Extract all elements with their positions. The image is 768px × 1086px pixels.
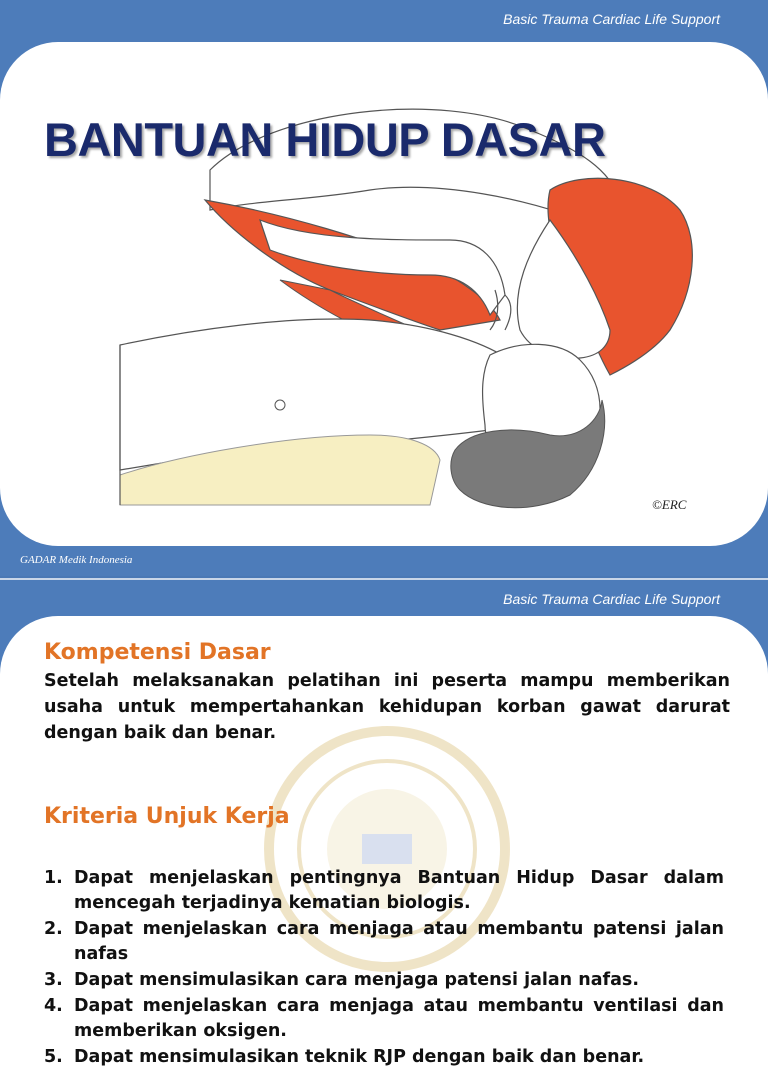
list-item: 5. Dapat mensimulasikan teknik RJP dengan baik dan benar. [44,1047,645,1067]
list-item: 2. Dapat menjelaskan cara menjaga atau membantu patensi jalan nafas [44,919,724,964]
slide-footer: GADAR Medik Indonesia [20,554,133,566]
section-heading-kriteria: Kriteria Unjuk Kerja [44,804,290,829]
list-item: 4. Dapat menjelaskan cara menjaga atau membantu ventilasi dan memberikan oksigen. [44,996,724,1041]
section-heading-kompetensi: Kompetensi Dasar [44,640,271,665]
kompetensi-text: Setelah melaksanakan pelatihan ini peserta mampu memberikan usaha untuk mempertahankan kehidupan korban gawat darurat dengan baik dan benar. [44,671,730,743]
list-item: 3. Dapat mensimulasikan cara menjaga patensi jalan nafas. [44,970,639,990]
slide-header: Basic Trauma Cardiac Life Support [503,591,720,607]
slide-title-text: BANTUAN HIDUP DASAR [44,113,606,166]
copyright-mark: ©ERC [652,497,687,512]
criteria-list [44,866,724,1071]
content-panel [0,616,768,1086]
slide-header: Basic Trauma Cardiac Life Support [503,11,720,27]
list-item: 1. Dapat menjelaskan pentingnya Bantuan Hidup Dasar dalam mencegah terjadinya kematian biologis. [44,868,724,913]
slide-competency [0,578,768,1067]
